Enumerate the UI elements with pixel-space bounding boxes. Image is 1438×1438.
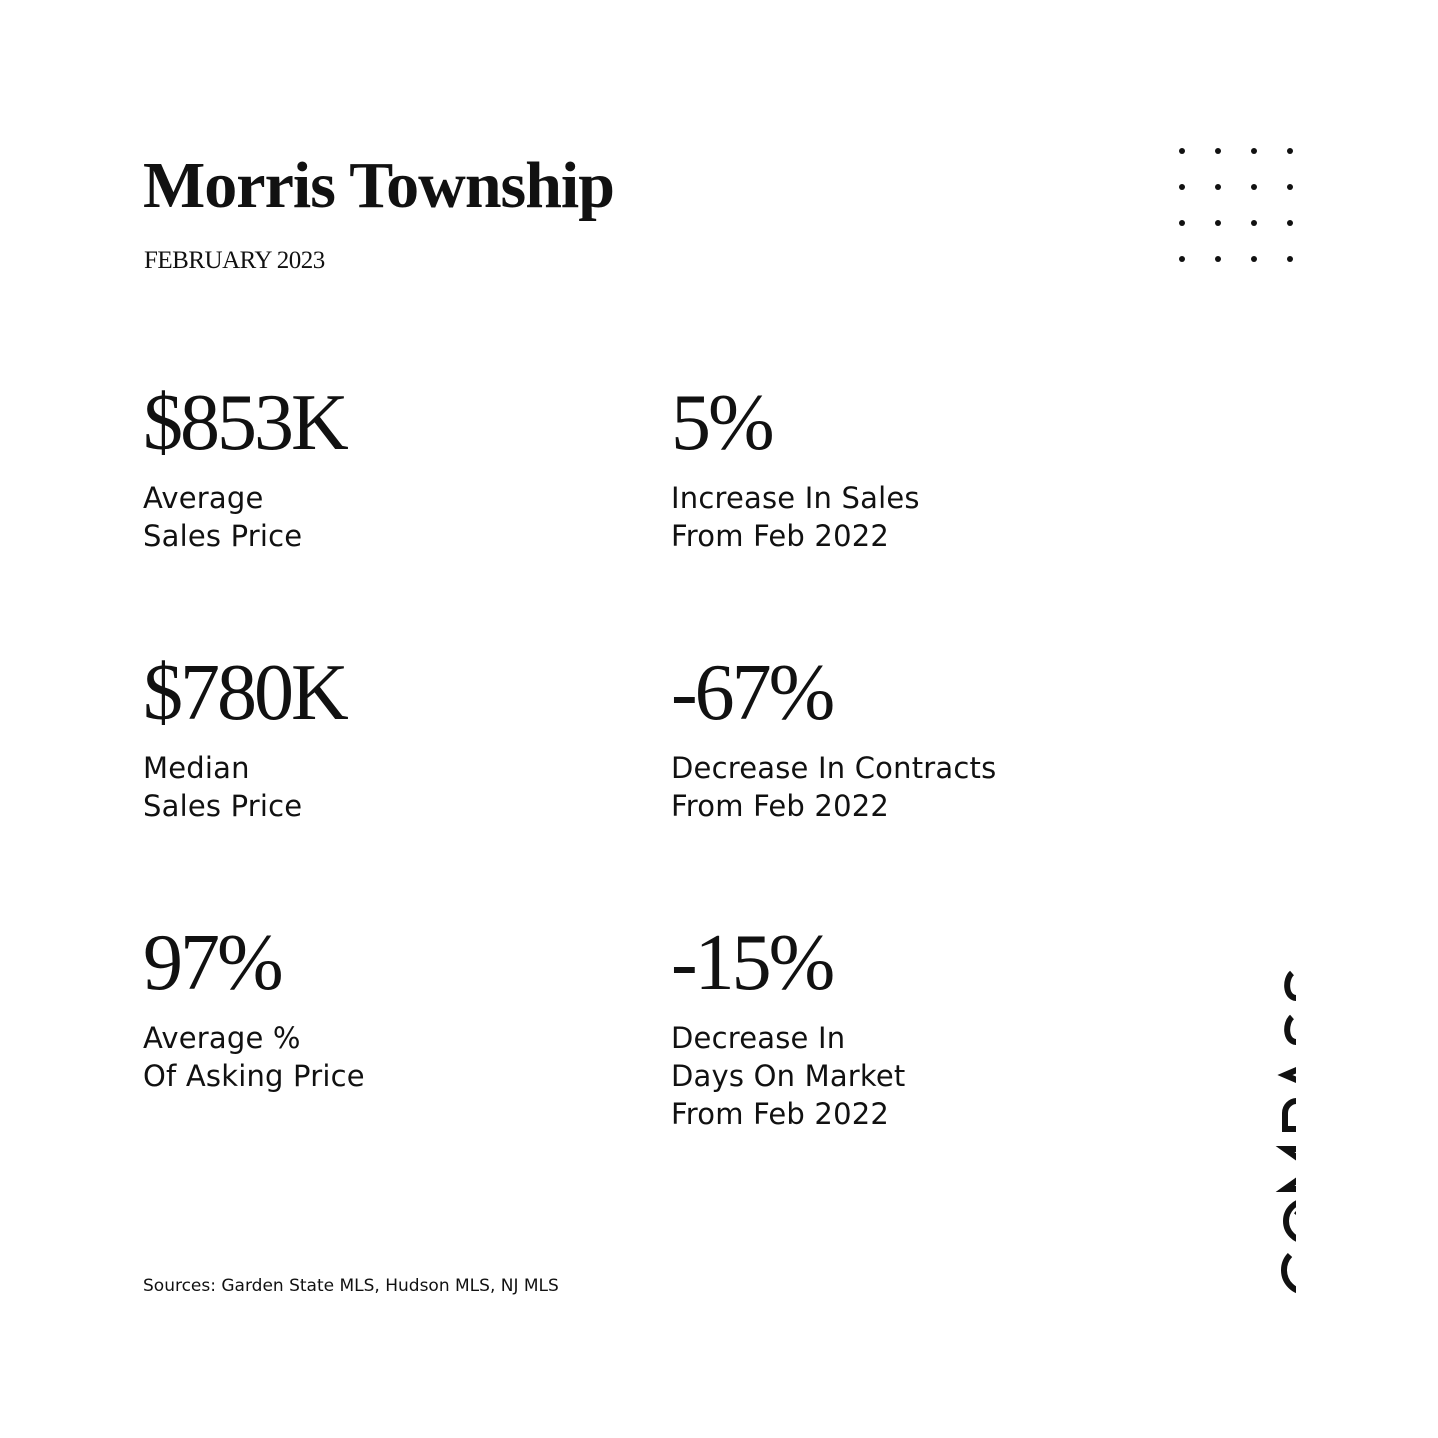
stat-label-line: Sales Price: [143, 519, 303, 553]
stat-label-line: Days On Market: [671, 1059, 906, 1093]
stat-label-line: Decrease In: [671, 1021, 846, 1055]
dot: [1284, 253, 1296, 265]
stat-label: [671, 749, 1151, 825]
stat-label-line: Median: [143, 751, 250, 785]
stat-average-sales-price: [143, 379, 623, 555]
stat-value: 5%: [671, 379, 772, 467]
dot: [1212, 253, 1224, 265]
dot: [1284, 145, 1296, 157]
sources-note: Sources: Garden State MLS, Hudson MLS, NJ MLS: [143, 1276, 559, 1296]
dot: [1284, 181, 1296, 193]
stat-contracts-decrease: [671, 649, 1151, 825]
stat-days-on-market-decrease: [671, 919, 1151, 1133]
dot: [1284, 217, 1296, 229]
stat-value: 97%: [143, 919, 281, 1007]
dot: [1212, 217, 1224, 229]
stat-label-line: From Feb 2022: [671, 1097, 890, 1131]
stat-label: [143, 479, 623, 555]
dot: [1176, 145, 1188, 157]
stat-sales-increase: [671, 379, 1151, 555]
stat-label-line: Average %: [143, 1021, 301, 1055]
stat-label: [671, 479, 1151, 555]
dot: [1176, 181, 1188, 193]
dot: [1212, 145, 1224, 157]
stat-label-line: Sales Price: [143, 789, 303, 823]
dot: [1248, 145, 1260, 157]
dot: [1248, 181, 1260, 193]
page-title: Morris Township: [143, 149, 614, 222]
stat-median-sales-price: [143, 649, 623, 825]
report-date: FEBRUARY 2023: [144, 247, 325, 274]
stat-label-line: Decrease In Contracts: [671, 751, 997, 785]
stat-value: $853K: [143, 379, 346, 467]
stat-label-line: Average: [143, 481, 264, 515]
stat-label-line: From Feb 2022: [671, 789, 890, 823]
dot: [1248, 253, 1260, 265]
stat-label-line: Of Asking Price: [143, 1059, 365, 1093]
stat-label-line: Increase In Sales: [671, 481, 920, 515]
stat-value: -15%: [671, 919, 833, 1007]
dot: [1212, 181, 1224, 193]
compass-logo: [1234, 955, 1296, 1295]
dot: [1176, 217, 1188, 229]
dot-grid-icon: [1176, 145, 1300, 269]
dot: [1176, 253, 1188, 265]
stat-value: $780K: [143, 649, 346, 737]
stat-label: [143, 1019, 623, 1095]
stat-label: [671, 1019, 1151, 1133]
stat-label: [143, 749, 623, 825]
stat-average-asking-price-percent: [143, 919, 623, 1095]
dot: [1248, 217, 1260, 229]
stat-label-line: From Feb 2022: [671, 519, 890, 553]
stat-value: -67%: [671, 649, 833, 737]
